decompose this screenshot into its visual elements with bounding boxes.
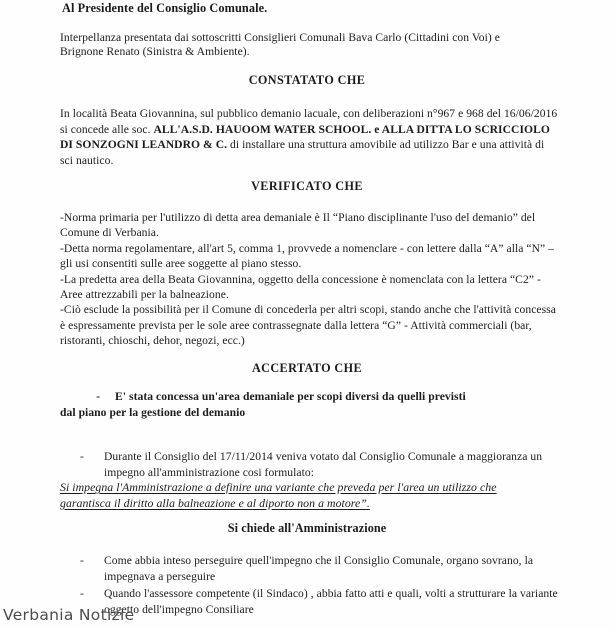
bullet-dash-icon: - [96, 390, 100, 403]
accertato-item-1 [60, 389, 530, 420]
si-chiede-item-2 [80, 586, 585, 617]
si-chiede-item-1 [80, 553, 585, 584]
constatato-text-bold: ALL'A.S.D. HAUOOM WATER SCHOOL. e ALLA DITTA LO SCRICCIOLO DI SONZOGNI LEANDRO & C. [60, 122, 550, 152]
section-heading-verificato: VERIFICATO CHE [251, 179, 363, 193]
si-chiede-list [80, 553, 585, 617]
bullet-dash-icon: - [80, 587, 84, 601]
section-verificato-body [60, 210, 560, 349]
recipient-heading: Al Presidente del Consiglio Comunale. [62, 1, 268, 15]
intro-line-2: Brignone Renato (Sinistra & Ambiente). [60, 45, 250, 59]
si-chiede-item-2-text: Quando l'assessore competente (il Sindaco) , abbia fatto atti e quali, volti a strutturare la variante oggetto dell'impegno Consiliare [104, 587, 558, 616]
verificato-bullet-3: -La predetta area della Beata Giovannina, oggetto della concessione è nomenclata con la lettera “C2” - Aree attrezzabili per la balneazione. [60, 272, 541, 302]
accertato-item-2-row [80, 449, 580, 480]
accertato-item-1-line-1: E' stata concessa un'area demaniale per scopi diversi da quelli previsti [115, 390, 466, 403]
intro-line-1: Interpellanza presentata dai sottoscritti Consiglieri Comunali Bava Carlo (Cittadini con Voi) e [60, 31, 500, 44]
section-heading-accertato: ACCERTATO CHE [251, 361, 363, 375]
verificato-bullet-1: -Norma primaria per l'utilizzo di detta area demaniale è Il “Piano disciplinante l'uso del demanio” del Comune di Verbania. [60, 211, 536, 240]
verificato-bullet-4: -Ciò esclude la possibilità per il Comune di concederla per altri scopi, stando anche che l'attività concessa è espressamente prevista per le sole aree contrassegnate dalla lettera “G” - Attività commerciali (bar, ristoranti, chioschi, dehor, negozi, ecc.) [60, 303, 556, 348]
section-heading-si-chiede: Si chiede all'Amministrazione [227, 521, 387, 535]
constatato-text-part-2: di installare una struttura amovibile ad utilizzo Bar e una attività di sci nautico. [60, 138, 545, 167]
section-heading-constatato: CONSTATATO CHE [248, 73, 366, 87]
verificato-bullet-2: -Detta norma regolamentare, all'art 5, comma 1, provvede a nomenclare - con lettere dalla “A” alla “N” – gli usi consentiti sulle aree soggette al piano stesso. [60, 241, 554, 271]
accertato-item-1-line-2: dal piano per la gestione del demanio [60, 405, 246, 419]
impegno-quote: Si impegna l'Amministrazione a definire una variante che preveda per l'area un utilizzo che garantisca il diritto alla balneazione e al diporto non a motore”. [60, 480, 497, 510]
intro-paragraph [60, 31, 555, 60]
accertato-item-2-text: Durante il Consiglio del 17/11/2014 veniva votato dal Consiglio Comunale a maggioranza un impegno all'amministrazione cosi formulato: [104, 450, 543, 479]
si-chiede-item-1-text: Come abbia inteso perseguire quell'impegno che il Consiglio Comunale, organo sovrano, la impegnava a perseguire [104, 554, 534, 583]
bullet-dash-icon: - [80, 450, 84, 463]
accertato-item-1-row [60, 389, 530, 405]
watermark-verbania-notizie: Verbania Notizie [3, 606, 135, 624]
accertato-item-2 [80, 449, 580, 480]
bullet-dash-icon: - [80, 554, 84, 567]
constatato-text-part-1: In località Beata Giovannina, sul pubblico demanio lacuale, con deliberazioni n°967 e 968 del 16/06/2016 si concede alle soc. [60, 107, 558, 136]
section-constatato-body [60, 106, 560, 168]
